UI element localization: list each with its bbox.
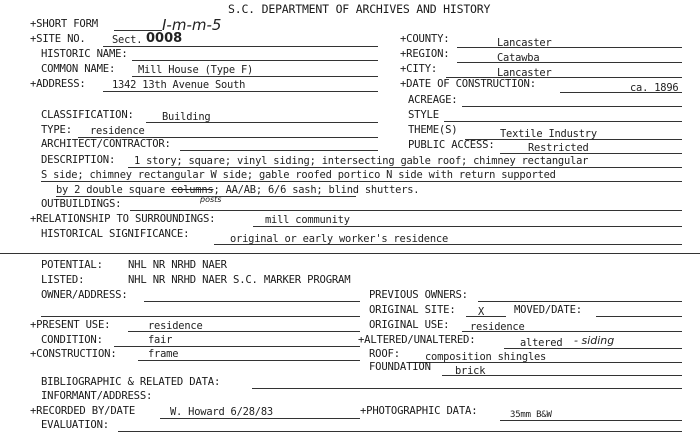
address-value: 1342 13th Avenue South	[112, 79, 246, 91]
significance-underline	[214, 244, 682, 245]
owner-address-underline	[144, 301, 360, 302]
condition-label: CONDITION:	[41, 334, 103, 346]
public-access-value: Restricted	[528, 142, 589, 154]
common-name-underline	[132, 76, 378, 77]
common-name-label: COMMON NAME:	[41, 63, 116, 75]
previous-owners-label: PREVIOUS OWNERS:	[369, 289, 468, 301]
description-line-3	[56, 184, 419, 196]
posts-insert-handwritten: posts	[200, 195, 222, 204]
region-value: Catawba	[497, 52, 540, 64]
bibliographic-label: BIBLIOGRAPHIC & RELATED DATA:	[41, 376, 221, 388]
foundation-label: FOUNDATION	[369, 361, 431, 373]
style-underline	[444, 121, 682, 122]
description-struck-word: columns	[171, 184, 214, 196]
description-line-3-a: by 2 double square	[56, 184, 166, 196]
description-underline-1	[128, 167, 682, 168]
bibliographic-underline	[252, 388, 682, 389]
moved-date-label: MOVED/DATE:	[514, 304, 582, 316]
address-label: +ADDRESS:	[30, 78, 86, 90]
roof-value: composition shingles	[425, 351, 547, 363]
classification-label: CLASSIFICATION:	[41, 109, 134, 121]
description-label: DESCRIPTION:	[41, 154, 116, 166]
original-site-underline	[466, 316, 506, 317]
county-underline	[457, 47, 682, 48]
address-underline	[103, 91, 378, 92]
significance-label: HISTORICAL SIGNIFICANCE:	[41, 228, 190, 240]
original-site-value: X	[478, 306, 485, 318]
outbuildings-underline	[130, 210, 682, 211]
relationship-label: +RELATIONSHIP TO SURROUNDINGS:	[30, 213, 216, 225]
relationship-underline	[253, 226, 682, 227]
present-use-value: residence	[148, 320, 203, 332]
themes-value: Textile Industry	[500, 128, 597, 140]
type-value: residence	[90, 125, 145, 137]
style-label: STYLE	[408, 109, 439, 121]
region-label: +REGION:	[400, 48, 450, 60]
short-form-label: +SHORT FORM	[30, 18, 98, 30]
listed-label: LISTED:	[41, 274, 85, 286]
site-no-overwrite: 0008	[146, 31, 183, 46]
description-line-3-b: ; AA/AB; 6/6 sash; blind shutters.	[213, 184, 420, 196]
construction-label: +CONSTRUCTION:	[30, 348, 117, 360]
previous-owners-underline	[478, 301, 682, 302]
present-use-underline	[128, 331, 360, 332]
section-divider	[0, 253, 700, 254]
historic-name-label: HISTORIC NAME:	[41, 48, 128, 60]
site-no-value: Sect.	[112, 34, 143, 46]
recorded-by-label: +RECORDED BY/DATE	[30, 405, 136, 417]
public-access-underline	[500, 153, 682, 154]
altered-value: altered	[520, 337, 563, 349]
common-name-value: Mill House (Type F)	[138, 64, 254, 76]
siding-insert-handwritten: - siding	[574, 334, 615, 347]
significance-value: original or early worker's residence	[230, 233, 449, 245]
altered-underline	[504, 348, 682, 349]
date-of-construction-value: ca. 1896	[630, 82, 679, 94]
potential-codes: NHL NR NRHD NAER	[128, 259, 227, 271]
type-label: TYPE:	[41, 124, 72, 136]
recorded-by-underline	[160, 418, 360, 419]
acreage-underline	[462, 106, 682, 107]
classification-underline	[146, 122, 378, 123]
informant-label: INFORMANT/ADDRESS:	[41, 390, 153, 402]
date-of-construction-label: +DATE OF CONSTRUCTION:	[400, 78, 536, 90]
historic-name-underline	[132, 60, 378, 61]
description-underline-2	[41, 181, 682, 182]
original-use-underline	[462, 331, 682, 332]
original-site-label: ORIGINAL SITE:	[369, 304, 456, 316]
construction-value: frame	[148, 348, 179, 360]
original-use-label: ORIGINAL USE:	[369, 319, 450, 331]
description-line-2: S side; chimney rectangular W side; gable roofed portico N side with return supported	[41, 169, 556, 181]
site-no-label: +SITE NO.	[30, 33, 86, 45]
construction-underline	[138, 360, 360, 361]
foundation-value: brick	[455, 365, 486, 377]
recorded-by-value: W. Howard 6/28/83	[170, 406, 273, 418]
date-of-construction-underline	[560, 92, 682, 93]
relationship-value: mill community	[265, 214, 350, 226]
original-use-value: residence	[470, 321, 525, 333]
moved-date-underline	[596, 316, 682, 317]
county-value: Lancaster	[497, 37, 552, 49]
outbuildings-label: OUTBUILDINGS:	[41, 198, 122, 210]
owner-address-underline-2	[41, 316, 360, 317]
themes-underline	[465, 139, 682, 140]
county-label: +COUNTY:	[400, 33, 450, 45]
evaluation-underline	[118, 431, 682, 432]
condition-underline	[114, 346, 360, 347]
architect-label: ARCHITECT/CONTRACTOR:	[41, 138, 171, 150]
classification-value: Building	[162, 111, 211, 123]
architect-underline	[180, 150, 378, 151]
site-no-underline	[103, 46, 378, 47]
region-underline	[457, 62, 682, 63]
roof-label: ROOF:	[369, 348, 400, 360]
photographic-data-underline	[500, 420, 682, 421]
roof-underline	[410, 362, 682, 363]
condition-value: fair	[148, 334, 173, 346]
short-form-handwritten: I-m-m-5	[162, 16, 222, 34]
city-label: +CITY:	[400, 63, 438, 75]
potential-label: POTENTIAL:	[41, 259, 103, 271]
form-title: S.C. DEPARTMENT OF ARCHIVES AND HISTORY	[228, 2, 491, 16]
description-line-1: 1 story; square; vinyl siding; intersecting gable roof; chimney rectangular	[134, 155, 589, 167]
altered-label: +ALTERED/UNALTERED:	[358, 334, 476, 346]
owner-address-label: OWNER/ADDRESS:	[41, 289, 128, 301]
public-access-label: PUBLIC ACCESS:	[408, 139, 495, 151]
photographic-data-label: +PHOTOGRAPHIC DATA:	[360, 405, 478, 417]
foundation-underline	[442, 375, 682, 376]
present-use-label: +PRESENT USE:	[30, 319, 111, 331]
themes-label: THEME(S)	[408, 124, 458, 136]
acreage-label: ACREAGE:	[408, 94, 458, 106]
listed-codes: NHL NR NRHD NAER S.C. MARKER PROGRAM	[128, 274, 351, 286]
photographic-data-value: 35mm B&W	[510, 410, 552, 420]
evaluation-label: EVALUATION:	[41, 419, 109, 431]
city-value: Lancaster	[497, 67, 552, 79]
